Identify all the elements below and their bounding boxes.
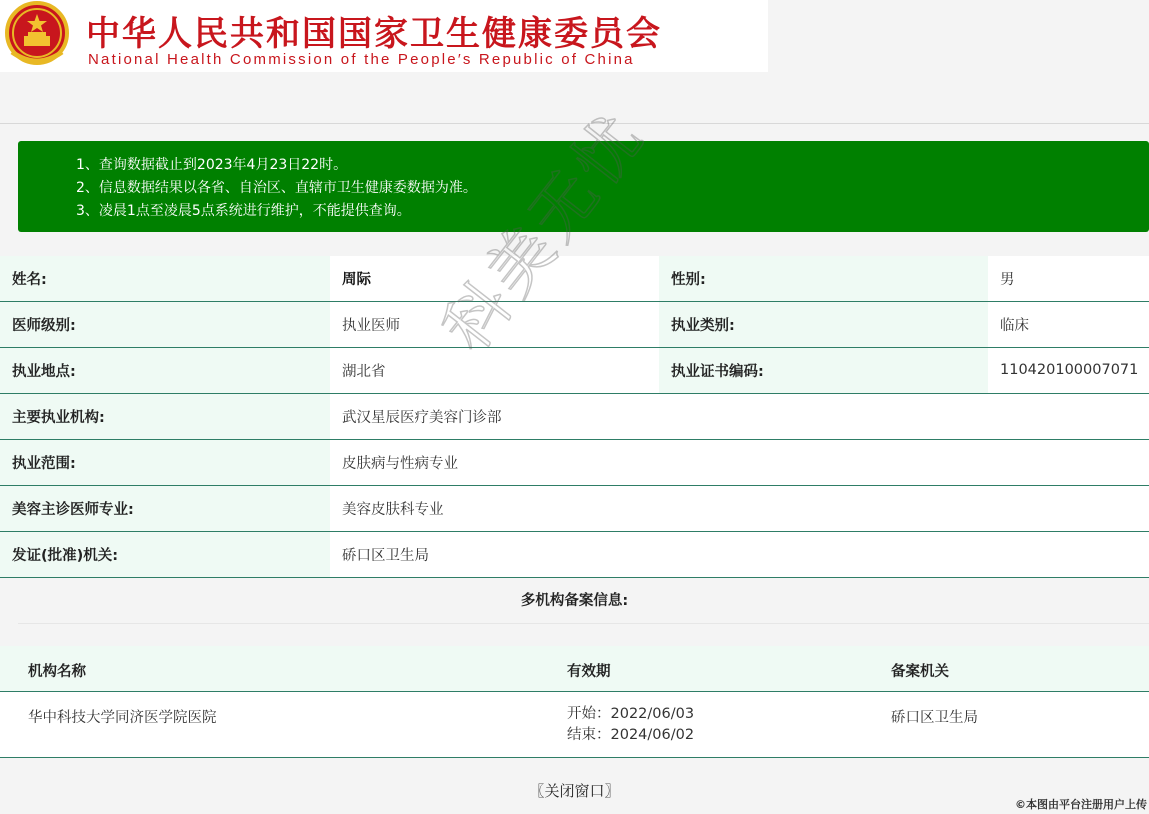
cosmetic-value: 美容皮肤科专业 [330,485,1149,531]
org-value: 武汉星辰医疗美容门诊部 [330,393,1149,439]
col-header-validity: 有效期 [567,664,611,680]
header-title: 中华人民共和国国家卫生健康委员会 [86,14,662,54]
col-header-name: 机构名称 [28,664,86,680]
multi-org-title: 多机构备案信息: [520,593,629,609]
category-value: 临床 [988,301,1149,347]
issuer-value: 硚口区卫生局 [330,531,1149,577]
validity-cell [567,704,694,746]
location-label: 执业地点: [0,347,330,393]
header-banner [0,0,768,72]
validity-end: 结束：2024/06/02 [567,727,695,743]
location-value: 湖北省 [330,347,659,393]
top-divider [0,123,1149,124]
footer-credit: ©本图由平台注册用户上传 [1015,798,1147,811]
national-emblem-icon [2,0,72,72]
close-window-link[interactable]: 〖关闭窗口〗 [529,782,620,800]
scope-value: 皮肤病与性病专业 [330,439,1149,485]
table-row [0,301,1149,347]
level-label: 医师级别: [0,301,330,347]
cert-value: 110420100007071 [988,347,1149,393]
doctor-info-table [0,256,1149,578]
level-value: 执业医师 [330,301,659,347]
org-table-header [0,646,1149,692]
notice-line-2: 2、信息数据结果以各省、自治区、直辖市卫生健康委数据为准。 [76,180,477,196]
category-label: 执业类别: [659,301,988,347]
table-row [0,256,1149,301]
validity-start: 开始：2022/06/03 [567,706,695,722]
cosmetic-label: 美容主诊医师专业: [0,485,330,531]
notice-line-3: 3、凌晨1点至凌晨5点系统进行维护，不能提供查询。 [76,203,411,219]
header-subtitle: National Health Commission of the People′s Republic of China [88,51,635,68]
col-header-filing: 备案机关 [891,664,949,680]
table-row [0,485,1149,531]
filing-cell: 硚口区卫生局 [891,710,978,726]
table-row [0,692,1149,758]
multi-org-divider [18,623,1149,624]
table-row [0,439,1149,485]
table-row [0,393,1149,439]
table-row [0,531,1149,577]
notice-line-1: 1、查询数据截止到2023年4月23日22时。 [76,157,348,173]
issuer-label: 发证(批准)机关: [0,531,330,577]
name-label: 姓名: [0,256,330,301]
notice-box [18,141,1149,232]
name-value: 周际 [330,256,659,301]
org-name-cell: 华中科技大学同济医学院医院 [28,710,217,726]
cert-label: 执业证书编码: [659,347,988,393]
scope-label: 执业范围: [0,439,330,485]
table-row [0,347,1149,393]
org-label: 主要执业机构: [0,393,330,439]
gender-label: 性别: [659,256,988,301]
gender-value: 男 [988,256,1149,301]
